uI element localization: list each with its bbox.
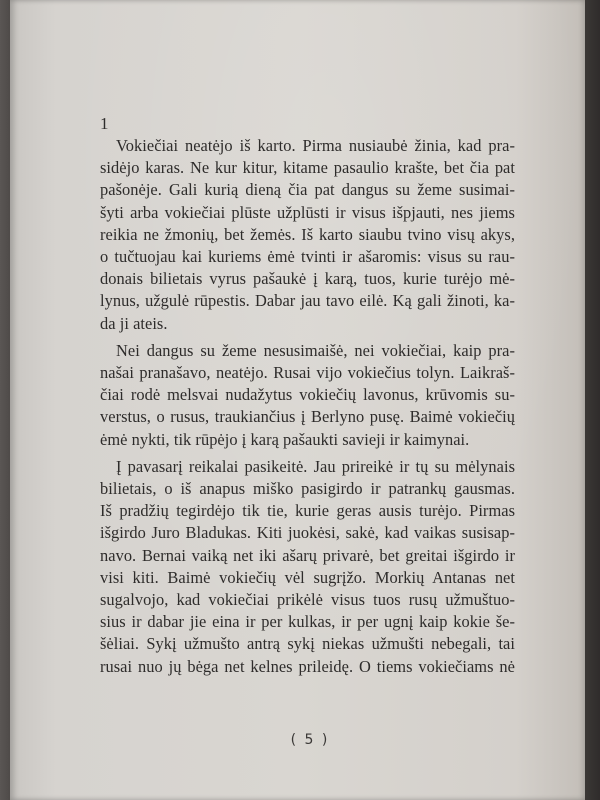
text-line: ėmė nykti, tik rūpėjo į karą pašaukti savieji ir kaimynai. bbox=[100, 429, 470, 449]
book-page bbox=[10, 0, 585, 800]
text-line: reikia ne žmonių, bet žemės. Iš karto siaubu tvino visų akys, bbox=[100, 224, 515, 244]
text-line: rusai nuo jų bėga net kelnes prileidę. O tiems vokiečiams nė bbox=[100, 656, 515, 676]
text-line: čiai rodė melsvai nudažytus vokiečių lavonus, krūvomis su- bbox=[100, 385, 515, 405]
text-line: Nei dangus su žeme nesusimaišė, nei vokiečiai, kaip pra- bbox=[116, 340, 515, 360]
text-line: šyti arba vokiečiai plūste užplūsti ir visus išpjauti, nes jiems bbox=[100, 202, 515, 222]
page-number: ( 5 ) bbox=[290, 732, 330, 748]
text-line: šėliai. Sykį užmušto antrą sykį niekas užmušti nebegali, tai bbox=[100, 634, 515, 654]
text-line: sidėjo karas. Ne kur kitur, kitame pasaulio krašte, bet čia pat bbox=[100, 158, 515, 178]
text-line: sius ir dabar jie eina ir per kulkas, ir per ugnį kaip kokie še- bbox=[100, 612, 515, 632]
text-line: Iš pradžių tegirdėjo tik tie, kurie geras ausis turėjo. Pirmas bbox=[100, 501, 515, 521]
text-line: visi kiti. Baimė vokiečių vėl sugrįžo. Morkių Antanas net bbox=[100, 567, 515, 587]
paragraph-3 bbox=[100, 456, 515, 678]
text-line: Vokiečiai neatėjo iš karto. Pirma nusiaubė žinia, kad pra- bbox=[116, 136, 515, 155]
text-line: Į pavasarį reikalai pasikeitė. Jau prireikė ir tų su mėlynais bbox=[116, 456, 515, 476]
text-line: navo. Bernai vaiką net iki ašarų privarė, bet greitai išgirdo ir bbox=[100, 545, 515, 565]
text-line: sugalvojo, kad vokiečiai prikėlė visus tuos rusų užmuštuo- bbox=[100, 590, 515, 610]
text-line: našai pranašavo, neatėjo. Rusai vijo vokiečius tolyn. Laikraš- bbox=[100, 363, 515, 383]
text-line: da ji ateis. bbox=[100, 313, 168, 333]
text-line: išgirdo Juro Bladukas. Kiti juokėsi, sakė, kad vaikas susisap- bbox=[100, 523, 515, 543]
paragraph-1 bbox=[100, 135, 515, 335]
text-line: o tučtuojau kai kuriems ėmė tvinti ir ašaromis: visus su rau- bbox=[100, 247, 515, 267]
page-text-block bbox=[100, 113, 515, 678]
text-line: verstus, o rusus, traukiančius į Berlyno pusę. Baimė vokiečių bbox=[100, 407, 515, 427]
paragraph-2 bbox=[100, 340, 515, 451]
chapter-number: 1 bbox=[100, 114, 109, 133]
text-line: bilietais, o iš anapus miško pasigirdo ir patrankų gausmas. bbox=[100, 479, 515, 499]
text-line: lynus, užgulė rūpestis. Dabar jau tavo eilė. Ką gali žinoti, ka- bbox=[100, 291, 515, 311]
text-line: pašonėje. Gali kurią dieną čia pat dangus su žeme susimai- bbox=[100, 180, 515, 200]
text-line: donais bilietais vyrus pašaukė į karą, tuos, kurie turėjo mė- bbox=[100, 269, 515, 289]
